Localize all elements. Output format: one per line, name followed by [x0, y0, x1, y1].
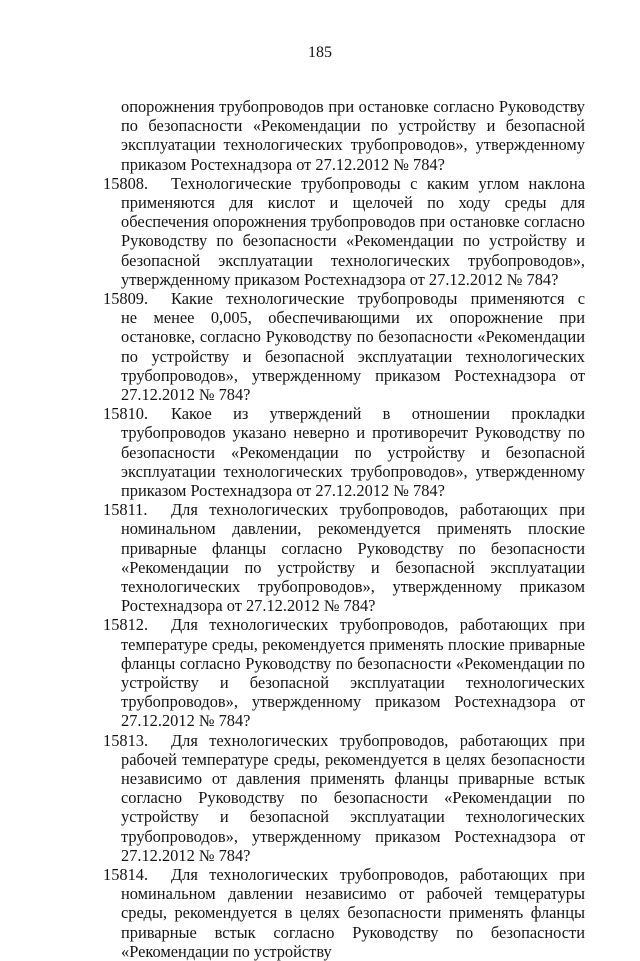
question-15808: [103, 174, 585, 289]
question-text: номинальном давлении независимо от рабочей темцературы среды, рекомендуется в целях безопасности применять фланцы приварные встык согласно Руководству по безопасности «Рекомендации по устройству: [121, 884, 585, 961]
question-text: применяются для кислот и щелочей по ходу среды для обеспечения опорожнения трубопроводов при остановке согласно Руководству по безопасности «Рекомендации по устройству и безопасной эксплуатации технологических трубопроводов», утвержденному приказом Ростехнадзора от 27.12.2012 № 784?: [121, 193, 585, 289]
question-15814: [103, 865, 585, 961]
question-first-line: Для технологических трубопроводов, работающих при: [171, 500, 585, 520]
intro-paragraph: опорожнения трубопроводов при остановке согласно Руководству по безопасности «Рекомендации по устройству и безопасной эксплуатации технологических трубопроводов», утвержденному приказом Ростехнадзора от 27.12.2012 № 784?: [121, 97, 585, 174]
question-text: не менее 0,005, обеспечивающими их опорожнение при остановке, согласно Руководству по безопасности «Рекомендации по устройству и безопасной эксплуатации технологических трубопроводов», утвержденному приказом Ростехнадзора от 27.12.2012 № 784?: [121, 308, 585, 405]
question-number: 15809.: [103, 289, 149, 309]
question-15812: [103, 615, 585, 730]
question-15813: [103, 731, 585, 865]
question-text: рабочей температуре среды, рекомендуется в целях безопасности независимо от давления применять фланцы приварные встык согласно Руководству по безопасности «Рекомендации по устройству и безопасной эксплуатации технологических трубопроводов», утвержденному приказом Ростехнадзора от 27.12.2012 № 784?: [121, 749, 585, 865]
question-text: номинальном давлении, рекомендуется применять плоские приварные фланцы согласно Руководству по безопасности «Рекомендации по устройству и безопасной эксплуатации технологических трубопроводов», утвержденному приказом Ростехнадзора от 27.12.2012 № 784?: [121, 519, 585, 616]
question-number: 15808.: [103, 173, 149, 193]
question-text: трубопроводов указано неверно и противоречит Руководству по безопасности «Рекомендации по устройству и безопасной эксплуатации технологических трубопроводов», утвержденному приказом Ростехнадзора от 27.12.2012 № 784?: [121, 423, 585, 501]
question-text: температуре среды, рекомендуется применять плоские приварные фланцы согласно Руководству по безопасности «Рекомендации по устройству и безопасной эксплуатации технологических трубопроводов», утвержденному приказом Ростехнадзора от 27.12.2012 № 784?: [121, 634, 585, 731]
question-number: 15814.: [103, 865, 149, 885]
document-body: [103, 97, 585, 961]
question-first-line: Какие технологические трубопроводы применяются с: [171, 289, 585, 309]
question-first-line: Для технологических трубопроводов, работающих при: [171, 730, 585, 750]
question-15811: [103, 500, 585, 615]
question-number: 15812.: [103, 615, 149, 635]
question-15810: [103, 404, 585, 500]
question-number: 15813.: [103, 730, 149, 750]
question-first-line: Какое из утверждений в отношении прокладки: [171, 404, 585, 424]
question-number: 15811.: [103, 500, 148, 520]
question-first-line: Для технологических трубопроводов, работающих при: [171, 615, 585, 635]
question-first-line: Технологические трубопроводы с каким углом наклона: [171, 173, 585, 193]
page-number: 185: [308, 44, 332, 61]
question-15809: [103, 289, 585, 404]
question-number: 15810.: [103, 404, 149, 424]
question-first-line: Для технологических трубопроводов, работающих при: [171, 865, 585, 885]
